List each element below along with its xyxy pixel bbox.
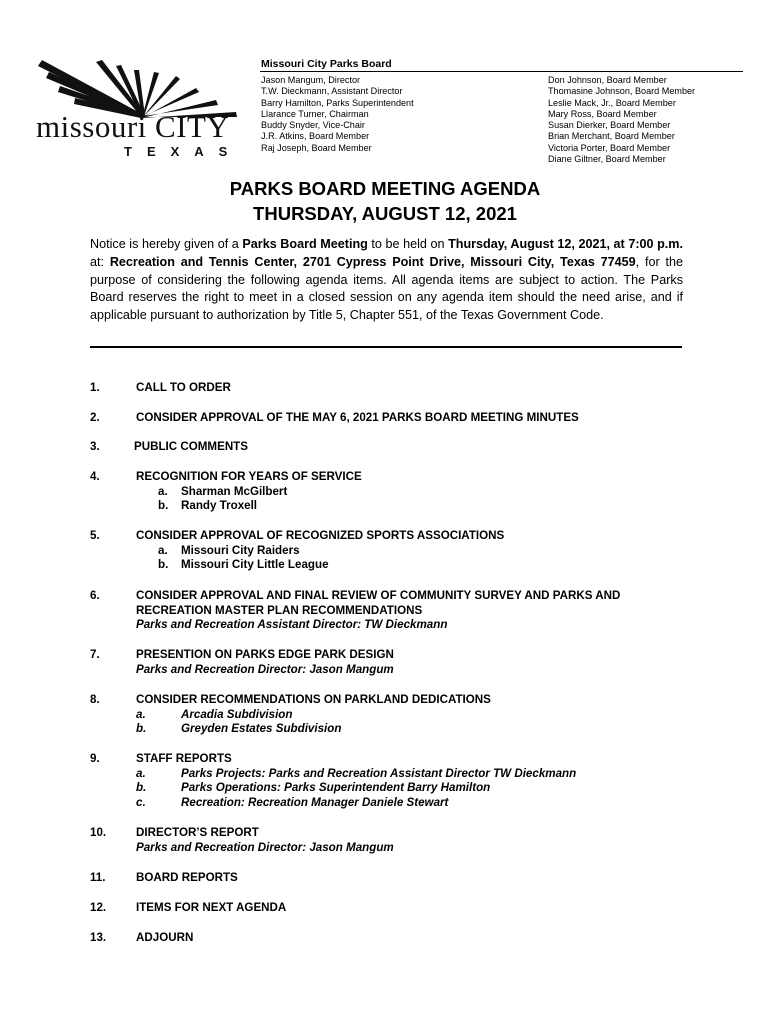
roster-entry: Leslie Mack, Jr., Board Member — [548, 97, 676, 108]
board-title: Missouri City Parks Board — [261, 58, 392, 70]
sub-item-text: Parks Operations: Parks Superintendent Barry Hamilton — [181, 781, 491, 794]
notice-text: at: — [90, 254, 110, 269]
roster-entry: Diane Giltner, Board Member — [548, 154, 666, 165]
item-number: 6. — [90, 589, 100, 602]
roster-entry: Jason Mangum, Director — [261, 75, 361, 85]
logo-wordmark: missouri CITY — [36, 109, 230, 144]
item-number: 12. — [90, 901, 107, 914]
staff-roster — [261, 75, 414, 154]
roster-entry: Raj Joseph, Board Member — [261, 142, 372, 153]
sub-item-text: Recreation: Recreation Manager Daniele Stewart — [181, 795, 449, 809]
roster-entry: Barry Hamilton, Parks Superintendent — [261, 97, 414, 108]
sub-item-letter: a. — [136, 766, 146, 780]
sub-item-letter: b. — [136, 781, 147, 794]
item-heading: STAFF REPORTS — [136, 752, 232, 765]
item-heading: PRESENTION ON PARKS EDGE PARK DESIGN — [136, 648, 394, 661]
sub-item-letter: b. — [158, 499, 169, 512]
sub-item — [136, 544, 696, 559]
sub-item-text: Missouri City Little League — [181, 558, 329, 571]
roster-entry: J.R. Atkins, Board Member — [261, 131, 370, 142]
notice-text: to be held on — [367, 237, 449, 251]
sub-item — [136, 485, 696, 500]
item-number: 4. — [90, 470, 100, 483]
sub-item-letter: a. — [158, 484, 168, 498]
item-heading: PUBLIC COMMENTS — [134, 440, 249, 453]
item-heading: CALL TO ORDER — [136, 381, 231, 394]
item-heading: ITEMS FOR NEXT AGENDA — [136, 901, 287, 914]
item-heading: CONSIDER APPROVAL AND FINAL REVIEW OF COMMUNITY SURVEY AND PARKS AND RECREATION MASTER PLAN RECOMMENDATIONS — [136, 589, 621, 617]
sub-item — [136, 708, 696, 723]
header-divider — [260, 71, 743, 72]
roster-entry: Brian Merchant, Board Member — [548, 131, 675, 142]
logo-subtext: TEXAS — [124, 144, 243, 159]
sub-item-text: Missouri City Raiders — [181, 543, 300, 557]
item-number: 13. — [90, 931, 107, 944]
sub-item-text: Randy Troxell — [181, 499, 258, 512]
roster-entry: Victoria Porter, Board Member — [548, 142, 671, 153]
item-number: 5. — [90, 529, 100, 542]
sub-item-text: Arcadia Subdivision — [181, 707, 293, 721]
roster-entry: Buddy Snyder, Vice-Chair — [261, 120, 365, 131]
item-number: 3. — [90, 440, 100, 453]
item-number: 1. — [90, 381, 100, 394]
notice-bold-text: Parks Board Meeting — [242, 237, 368, 251]
roster-entry: Thomasine Johnson, Board Member — [548, 86, 696, 97]
sub-item-letter: b. — [136, 722, 147, 735]
item-number: 8. — [90, 693, 100, 706]
notice-text: , for the purpose of considering the following agenda items. All agenda items are subject to action. The Parks Board reserves the right to meet in a closed session on any agenda item should the need arise, and if applicable pursuant to authorization by Title 5, Chapter 551, of the Texas Government Code. — [90, 254, 683, 323]
item-presenter: Parks and Recreation Assistant Director: TW Dieckmann — [136, 618, 448, 631]
roster-entry: T.W. Dieckmann, Assistant Director — [261, 86, 403, 97]
agenda-title: PARKS BOARD MEETING AGENDA — [229, 178, 541, 199]
item-number: 9. — [90, 752, 100, 765]
item-number: 7. — [90, 648, 100, 661]
item-heading: RECOGNITION FOR YEARS OF SERVICE — [136, 470, 362, 483]
item-heading: CONSIDER APPROVAL OF RECOGNIZED SPORTS ASSOCIATIONS — [136, 529, 505, 542]
notice-bold-text: Thursday, August 12, 2021, at 7:00 p.m. — [448, 237, 684, 251]
item-heading: CONSIDER APPROVAL OF THE MAY 6, 2021 PARKS BOARD MEETING MINUTES — [136, 411, 579, 424]
roster-entry: Llarance Turner, Chairman — [261, 108, 369, 119]
item-number: 11. — [90, 871, 106, 884]
notice-divider — [90, 346, 682, 348]
item-presenter: Parks and Recreation Director: Jason Mangum — [136, 840, 394, 854]
item-heading: BOARD REPORTS — [136, 871, 238, 884]
item-heading: ADJOURN — [136, 931, 194, 944]
item-heading: DIRECTOR’S REPORT — [136, 826, 259, 839]
sub-item-letter: c. — [136, 795, 146, 809]
meeting-notice — [90, 236, 683, 325]
sub-item — [136, 558, 696, 573]
sub-item — [136, 499, 696, 514]
notice-text: Notice is hereby given of a — [90, 237, 243, 251]
sub-item-letter: a. — [136, 707, 146, 721]
sub-item — [136, 722, 696, 737]
notice-bold-text: Recreation and Tennis Center, 2701 Cypress Point Drive, Missouri City, Texas 77459 — [109, 254, 636, 269]
meeting-date-title: THURSDAY, AUGUST 12, 2021 — [253, 203, 517, 224]
roster-entry: Susan Dierker, Board Member — [548, 120, 671, 131]
sub-item-text: Sharman McGilbert — [181, 484, 288, 498]
sub-item-text: Greyden Estates Subdivision — [181, 722, 342, 735]
item-number: 10. — [90, 826, 107, 839]
sub-item — [136, 781, 696, 796]
roster-entry: Mary Ross, Board Member — [548, 108, 657, 119]
sub-item-letter: b. — [158, 558, 169, 571]
missouri-city-logo — [36, 60, 246, 160]
sub-item-text: Parks Projects: Parks and Recreation Assistant Director TW Dieckmann — [181, 766, 577, 780]
board-members-roster — [548, 75, 695, 165]
item-number: 2. — [90, 411, 100, 424]
roster-entry: Don Johnson, Board Member — [548, 75, 667, 85]
sub-item — [136, 796, 696, 811]
item-presenter: Parks and Recreation Director: Jason Mangum — [136, 662, 394, 676]
sub-item — [136, 767, 696, 782]
sub-item-letter: a. — [158, 543, 168, 557]
item-heading: CONSIDER RECOMMENDATIONS ON PARKLAND DEDICATIONS — [136, 693, 491, 706]
